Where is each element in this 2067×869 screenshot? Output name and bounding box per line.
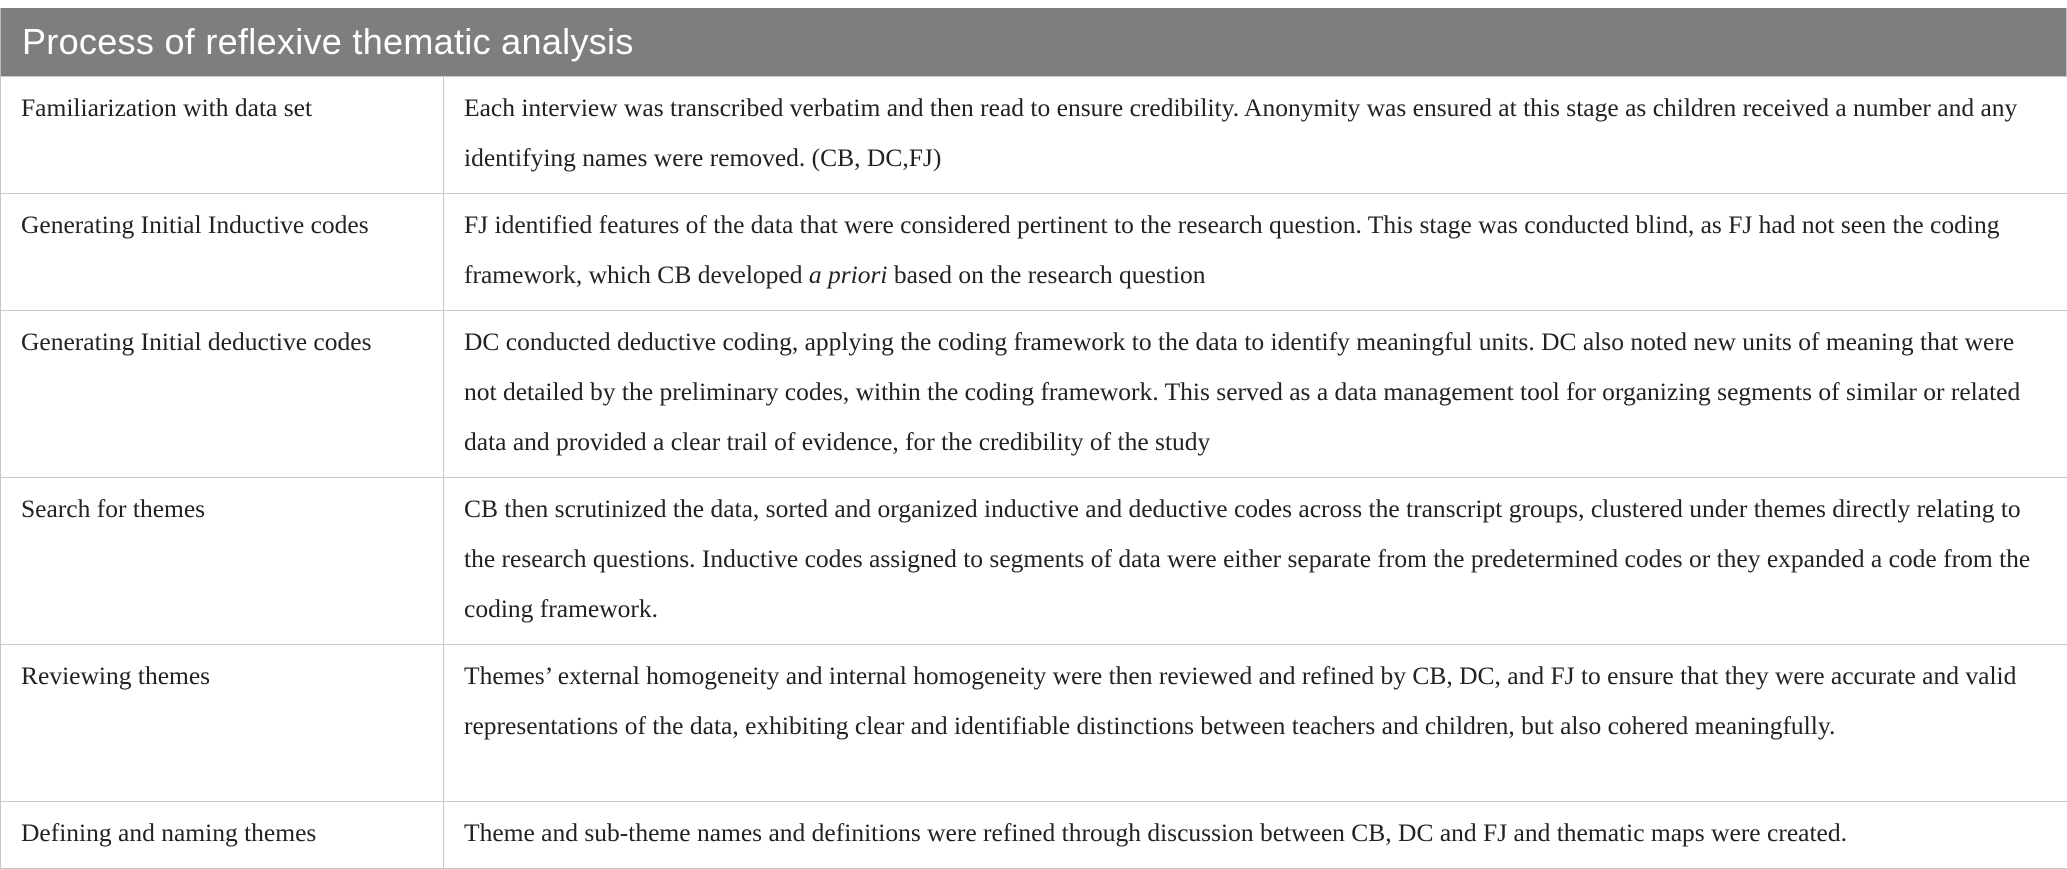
description-cell: Theme and sub-theme names and definitions were refined through discussion between CB, DC and FJ and thematic maps were created. xyxy=(444,802,2067,869)
description-text: based on the research question xyxy=(888,260,1206,289)
table-row xyxy=(1,77,2067,194)
stage-cell: Reviewing themes xyxy=(1,645,444,802)
stage-cell: Search for themes xyxy=(1,478,444,645)
description-cell xyxy=(444,194,2067,311)
table-row xyxy=(1,311,2067,478)
description-cell: DC conducted deductive coding, applying the coding framework to the data to identify meaningful units. DC also noted new units of meaning that were not detailed by the preliminary codes, within the coding framework. This served as a data management tool for organizing segments of similar or related data and provided a clear trail of evidence, for the credibility of the study xyxy=(444,311,2067,478)
thematic-analysis-table xyxy=(0,76,2067,869)
stage-cell: Generating Initial Inductive codes xyxy=(1,194,444,311)
description-cell: Themes’ external homogeneity and internal homogeneity were then reviewed and refined by CB, DC, and FJ to ensure that they were accurate and valid representations of the data, exhibiting clear and identifiable distinctions between teachers and children, but also cohered meaningfully. xyxy=(444,645,2067,802)
stage-cell: Familiarization with data set xyxy=(1,77,444,194)
thematic-analysis-table-container xyxy=(0,8,2067,869)
table-row xyxy=(1,802,2067,869)
stage-cell: Generating Initial deductive codes xyxy=(1,311,444,478)
description-italic-term: a priori xyxy=(809,260,888,289)
table-title: Process of reflexive thematic analysis xyxy=(0,8,2067,76)
description-cell: Each interview was transcribed verbatim and then read to ensure credibility. Anonymity was ensured at this stage as children received a number and any identifying names were removed. (CB, DC,FJ) xyxy=(444,77,2067,194)
table-row xyxy=(1,478,2067,645)
description-text: FJ identified features of the data that were considered pertinent to the research question. This stage was conducted blind, as FJ had not seen the coding framework, which CB developed xyxy=(464,210,1999,289)
stage-cell: Defining and naming themes xyxy=(1,802,444,869)
table-row xyxy=(1,645,2067,802)
description-cell: CB then scrutinized the data, sorted and organized inductive and deductive codes across the transcript groups, clustered under themes directly relating to the research questions. Inductive codes assigned to segments of data were either separate from the predetermined codes or they expanded a code from the coding framework. xyxy=(444,478,2067,645)
table-row xyxy=(1,194,2067,311)
